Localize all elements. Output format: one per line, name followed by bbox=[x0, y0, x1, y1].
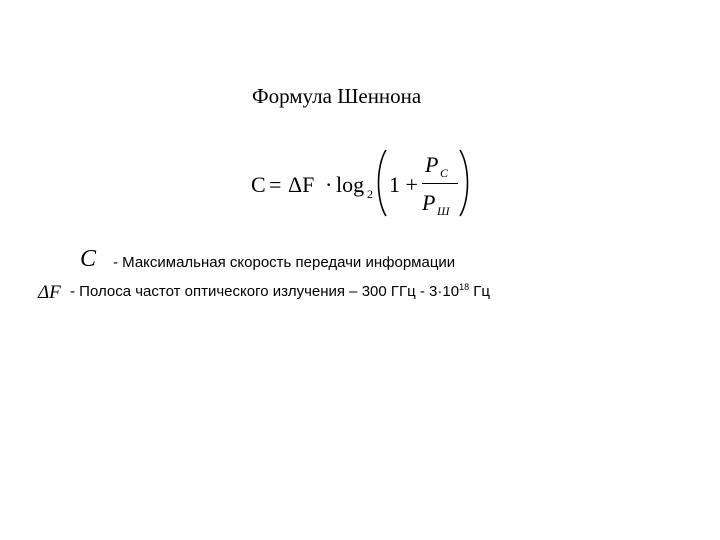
formula-one-plus: 1 + bbox=[389, 172, 418, 197]
formula-numerator-p: P bbox=[425, 152, 439, 177]
formula-numerator-sub: C bbox=[440, 166, 449, 180]
definition-symbol-c: C bbox=[80, 246, 97, 272]
formula-log-base: 2 bbox=[367, 187, 373, 201]
definition-unit: Гц bbox=[469, 283, 490, 300]
formula-multiply-dot: · bbox=[325, 172, 333, 197]
right-parenthesis-icon bbox=[458, 148, 472, 218]
definition-text-c: - Максимальная скорость передачи информации bbox=[113, 254, 456, 271]
formula-denominator-p: P bbox=[422, 190, 436, 215]
fraction-line bbox=[422, 183, 458, 184]
formula-bandwidth-symbol: ΔF bbox=[288, 172, 315, 197]
formula-capacity-symbol: C bbox=[251, 172, 266, 197]
formula-denominator-sub: Ш bbox=[437, 204, 450, 218]
definition-exponent: 18 bbox=[459, 282, 470, 292]
definition-text-delta-f bbox=[70, 283, 490, 300]
definition-text-main: - Полоса частот оптического излучения – 300 ГГц - 3·10 bbox=[70, 283, 460, 300]
definition-symbol-delta-f: ΔF bbox=[38, 282, 61, 303]
left-parenthesis-icon bbox=[374, 148, 388, 218]
slide-title: Формула Шеннона bbox=[252, 84, 422, 108]
formula-log: log bbox=[336, 172, 365, 197]
formula-equals: = bbox=[269, 172, 282, 197]
